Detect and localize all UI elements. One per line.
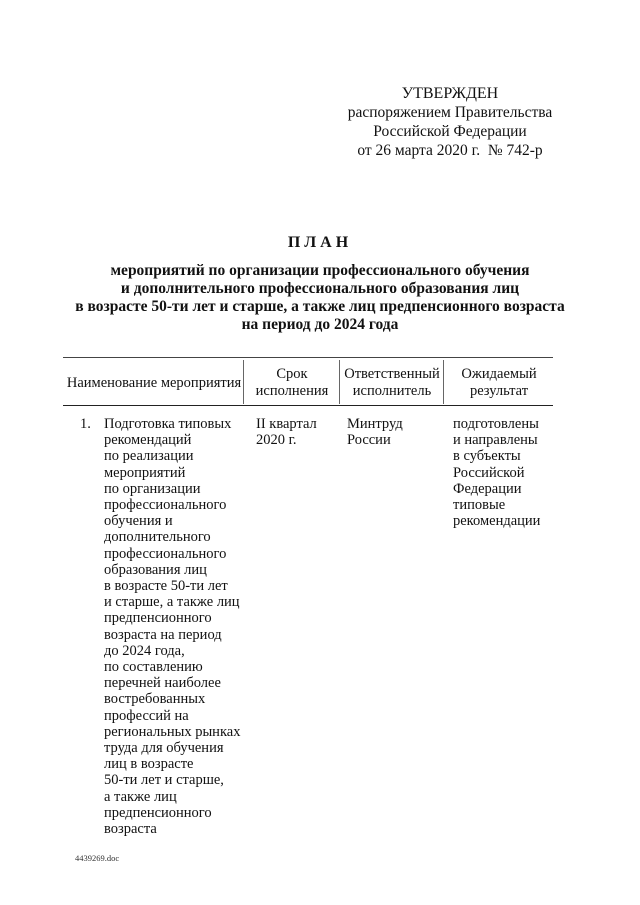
row-responsible <box>347 416 403 448</box>
cell-line: профессионального <box>104 545 227 562</box>
row-result <box>453 416 540 529</box>
plan-subtitle-line: мероприятий по организации профессионального обучения <box>110 262 530 279</box>
cell-line: лиц в возрасте <box>104 756 194 773</box>
cell-line: возраста <box>104 821 157 838</box>
cell-line: региональных рынках <box>104 723 241 740</box>
cell-line: и направлены <box>453 432 538 449</box>
cell-line: Минтруд <box>347 416 403 432</box>
cell-line: подготовлены <box>453 416 539 432</box>
file-name-footer: 4439269.doc <box>75 853 120 863</box>
cell-line: предпенсионного <box>104 804 212 821</box>
cell-line: Федерации <box>453 480 522 497</box>
cell-line: 2020 г. <box>256 432 297 449</box>
cell-line: до 2024 года, <box>104 642 185 659</box>
cell-line: рекомендаций <box>104 432 192 449</box>
approval-line-1: распоряжением Правительства <box>347 104 553 121</box>
column-header-responsible: Ответственный исполнитель <box>344 366 440 399</box>
cell-line: мероприятий <box>104 464 186 481</box>
column-divider <box>243 360 244 404</box>
cell-line: предпенсионного <box>104 610 212 627</box>
cell-line: по организации <box>104 480 201 497</box>
cell-line: Подготовка типовых <box>104 416 232 432</box>
plan-title: ПЛАН <box>287 234 353 251</box>
cell-line: востребованных <box>104 691 206 708</box>
cell-line: по реализации <box>104 448 194 465</box>
cell-line: образования лиц <box>104 561 207 578</box>
plan-subtitle <box>70 262 570 334</box>
cell-line: профессий на <box>104 707 189 724</box>
table-header-rule <box>63 405 553 406</box>
row-number: 1. <box>80 416 91 432</box>
row-deadline <box>256 416 317 448</box>
approval-word: УТВЕРЖДЕН <box>401 85 499 102</box>
cell-line: дополнительного <box>104 529 211 546</box>
cell-line: профессионального <box>104 497 227 514</box>
approval-block <box>340 84 560 160</box>
column-header-result: Ожидаемый результат <box>461 366 537 399</box>
cell-line: Российской <box>453 464 525 481</box>
row-activity-name <box>104 416 240 837</box>
plan-subtitle-line: в возрасте 50-ти лет и старше, а также лиц предпенсионного возраста <box>75 298 565 315</box>
cell-line: перечней наиболее <box>104 675 221 692</box>
cell-line: труда для обучения <box>104 740 224 757</box>
cell-line: в субъекты <box>453 448 521 465</box>
table-top-rule <box>63 357 553 358</box>
cell-line: в возрасте 50-ти лет <box>104 578 228 595</box>
approval-line-2: Российской Федерации <box>373 123 527 140</box>
cell-line: России <box>347 432 391 449</box>
cell-line: и старше, а также лиц <box>104 594 240 611</box>
cell-line: рекомендации <box>453 513 541 530</box>
cell-line: по составлению <box>104 659 203 676</box>
cell-line: типовые <box>453 497 506 514</box>
cell-line: а также лиц <box>104 788 177 805</box>
column-header-name: Наименование мероприятия <box>66 375 242 391</box>
cell-line: 50-ти лет и старше, <box>104 772 224 789</box>
cell-line: II квартал <box>256 416 317 432</box>
approval-line-3: от 26 марта 2020 г. № 742-р <box>357 142 543 159</box>
cell-line: обучения и <box>104 513 173 530</box>
column-header-deadline: Срок исполнения <box>255 366 329 399</box>
plan-subtitle-line: на период до 2024 года <box>241 316 399 333</box>
cell-line: возраста на период <box>104 626 222 643</box>
plan-subtitle-line: и дополнительного профессионального образования лиц <box>120 280 520 297</box>
